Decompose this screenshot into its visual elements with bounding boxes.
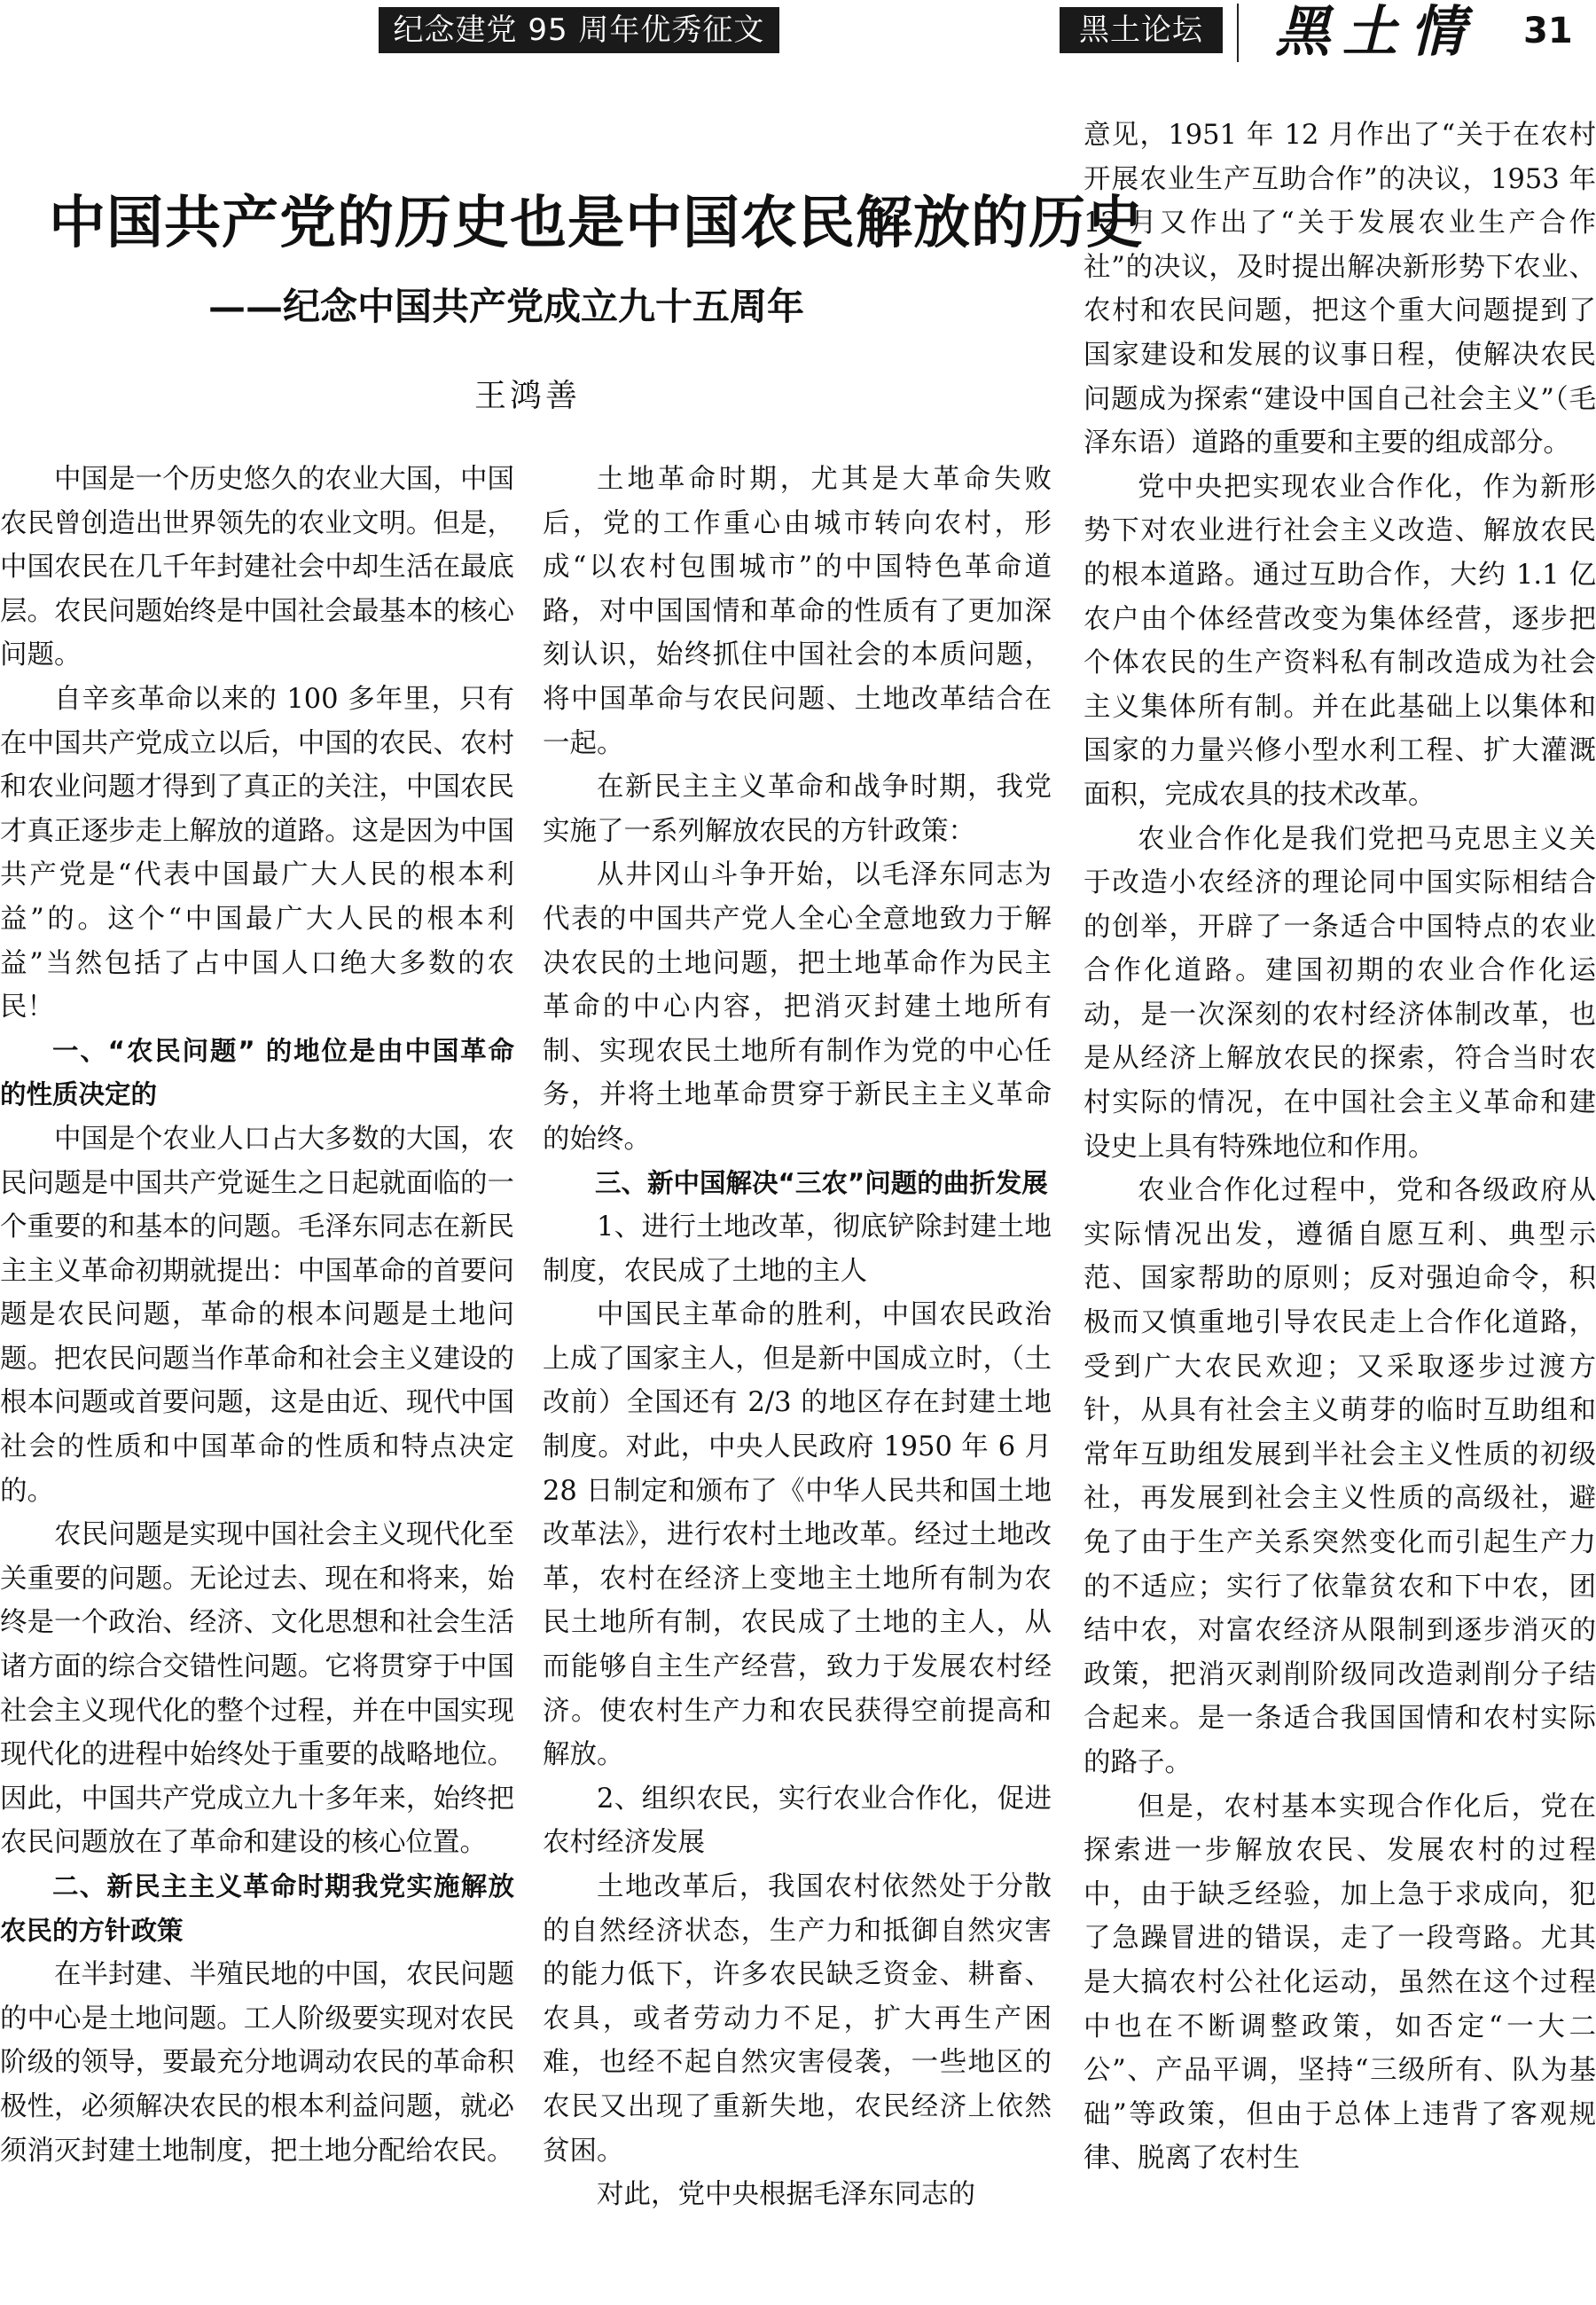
body-paragraph: 在新民主主义革命和战争时期，我党实施了一系列解放农民的方针政策： [543,772,1052,847]
body-paragraph: 中国是个农业人口占大多数的大国，农民问题是中国共产党诞生之日起就面临的一个重要的和基本的问题。毛泽东同志在新民主主义革命初期就提出：中国革命的首要问题是农民问题，革命的根本问题是土地问题。把农民问题当作革命和社会主义建设的根本问题或首要问题，这是由近、现代中国社会的性质和中国革命的性质和特点决定的。 [0,1123,514,1507]
body-paragraph: 土地革命时期，尤其是大革命失败后，党的工作重心由城市转向农村，形成“以农村包围城市”的中国特色革命道路，对中国国情和革命的性质有了更加深刻认识，始终抓住中国社会的本质问题，将中国革命与农民问题、土地改革结合在一起。 [543,464,1052,759]
section-heading: 二、新民主主义革命时期我党实施解放农民的方针政策 [0,1871,514,1946]
body-paragraph: 农业合作化是我们党把马克思主义关于改造小农经济的理论同中国实际相结合的创举，开辟了一条适合中国特点的农业合作化道路。建国初期的农业合作化运动，是一次深刻的农村经济体制改革，也是从经济上解放农民的探索，符合当时农村实际的情况，在中国社会主义革命和建设史上具有特殊地位和作用。 [1084,823,1596,1163]
body-paragraph: 在半封建、半殖民地的中国，农民问题的中心是土地问题。工人阶级要实现对农民阶级的领导，要最充分地调动农民的革命积极性，必须解决农民的根本利益问题，就必须消灭封建土地制度，把土地分配给农民。 [0,1959,514,2167]
body-paragraph: 但是，农村基本实现合作化后，党在探索进一步解放农民、发展农村的过程中，由于缺乏经验，加上急于求成向，犯了急躁冒进的错误，走了一段弯路。尤其是大搞农村公社化运动，虽然在这个过程中也在不断调整政策，如否定“一大二公”、产品平调，坚持“三级所有、队为基础”等政策，但由于总体上违背了客观规律、脱离了农村生 [1084,1791,1596,2175]
article-author: 王鸿善 [474,378,582,414]
section-tag: 纪念建党 95 周年优秀征文 [379,7,779,53]
body-paragraph: 土地改革后，我国农村依然处于分散的自然经济状态，生产力和抵御自然灾害的能力低下，许多农民缺乏资金、耕畜、农具，或者劳动力不足，扩大再生产困难，也经不起自然灾害侵袭，一些地区的农民又出现了重新失地，农民经济上依然贫困。 [543,1871,1052,2167]
body-paragraph: 从井冈山斗争开始，以毛泽东同志为代表的中国共产党人全心全意地致力于解决农民的土地问题，把土地革命作为民主革命的中心内容，把消灭封建土地所有制、实现农民土地所有制作为党的中心任务，并将土地革命贯穿于新民主主义革命的始终。 [543,859,1052,1155]
header-divider [1237,4,1239,62]
body-paragraph: 中国民主革命的胜利，中国农民政治上成了国家主人，但是新中国成立时，（土改前）全国还有 2/3 的地区存在封建土地制度。对此，中央人民政府 1950 年 6 月 28 日制定和颁布了《中华人民共和国土地改革法》，进行农村土地改革。经过土地改革，农村在经济上变地主土地所有制为农民土地所有制，农民成了土地的主人，从而能够自主生产经营，致力于发展农村经济。使农村生产力和农民获得空前提高和解放。 [543,1299,1052,1771]
magazine-logo: 黑土情 [1275,0,1478,64]
text-column-1 [0,458,514,2173]
text-column-2 [543,458,1052,2217]
article-subtitle: ——纪念中国共产党成立九十五周年 [208,285,805,328]
section-heading: 一、“农民问题” 的地位是由中国革命的性质决定的 [0,1035,514,1110]
body-paragraph: 农民问题是实现中国社会主义现代化至关重要的问题。无论过去、现在和将来，始终是一个政治、经济、文化思想和社会生活诸方面的综合交错性问题。它将贯穿于中国社会主义现代化的整个过程，并在中国实现现代化的进程中始终处于重要的战略地位。因此，中国共产党成立九十多年来，始终把农民问题放在了革命和建设的核心位置。 [0,1519,514,1859]
body-paragraph: 2、组织农民，实行农业合作化，促进农村经济发展 [543,1783,1052,1859]
article-title: 中国共产党的历史也是中国农民解放的历史 [49,191,1144,256]
section-heading: 三、新中国解决“三农”问题的曲折发展 [595,1167,1048,1198]
body-paragraph: 意见，1951 年 12 月作出了“关于在农村开展农业生产互助合作”的决议，1953 年 12 月又作出了“关于发展农业生产合作社”的决议，及时提出解决新形势下农业、农村和农民问题，把这个重大问题提到了国家建设和发展的议事日程，使解决农民问题成为探索“建设中国自己社会主义”（毛泽东语）道路的重要和主要的组成部分。 [1084,120,1596,459]
body-paragraph: 自辛亥革命以来的 100 多年里，只有在中国共产党成立以后，中国的农民、农村和农业问题才得到了真正的关注，中国农民才真正逐步走上解放的道路。这是因为中国共产党是“代表中国最广大人民的根本利益”的。这个“中国最广大人民的根本利益”当然包括了占中国人口绝大多数的农民！ [0,683,514,1023]
page-number: 31 [1523,11,1573,51]
column-tag: 黑土论坛 [1060,7,1223,53]
body-paragraph: 中国是一个历史悠久的农业大国，中国农民曾创造出世界领先的农业文明。但是，中国农民在几千年封建社会中却生活在最底层。农民问题始终是中国社会最基本的核心问题。 [0,464,514,671]
body-paragraph: 对此，党中央根据毛泽东同志的 [597,2179,975,2211]
text-column-3 [1084,114,1596,2181]
body-paragraph: 1、进行土地改革，彻底铲除封建土地制度，农民成了土地的主人 [543,1211,1052,1287]
body-paragraph: 党中央把实现农业合作化，作为新形势下对农业进行社会主义改造、解放农民的根本道路。通过互助合作，大约 1.1 亿农户由个体经营改变为集体经营，逐步把个体农民的生产资料私有制改造成为社会主义集体所有制。并在此基础上以集体和国家的力量兴修小型水利工程、扩大灌溉面积，完成农具的技术改革。 [1084,471,1596,811]
body-paragraph: 农业合作化过程中，党和各级政府从实际情况出发，遵循自愿互利、典型示范、国家帮助的原则；反对强迫命令，积极而又慎重地引导农民走上合作化道路，受到广大农民欢迎；又采取逐步过渡方针，从具有社会主义萌芽的临时互助组和常年互助组发展到半社会主义性质的初级社，再发展到社会主义性质的高级社，避免了由于生产关系突然变化而引起生产力的不适应；实行了依靠贫农和下中农，团结中农，对富农经济从限制到逐步消灭的政策，把消灭剥削阶级同改造剥削分子结合起来。是一条适合我国国情和农村实际的路子。 [1084,1175,1596,1778]
